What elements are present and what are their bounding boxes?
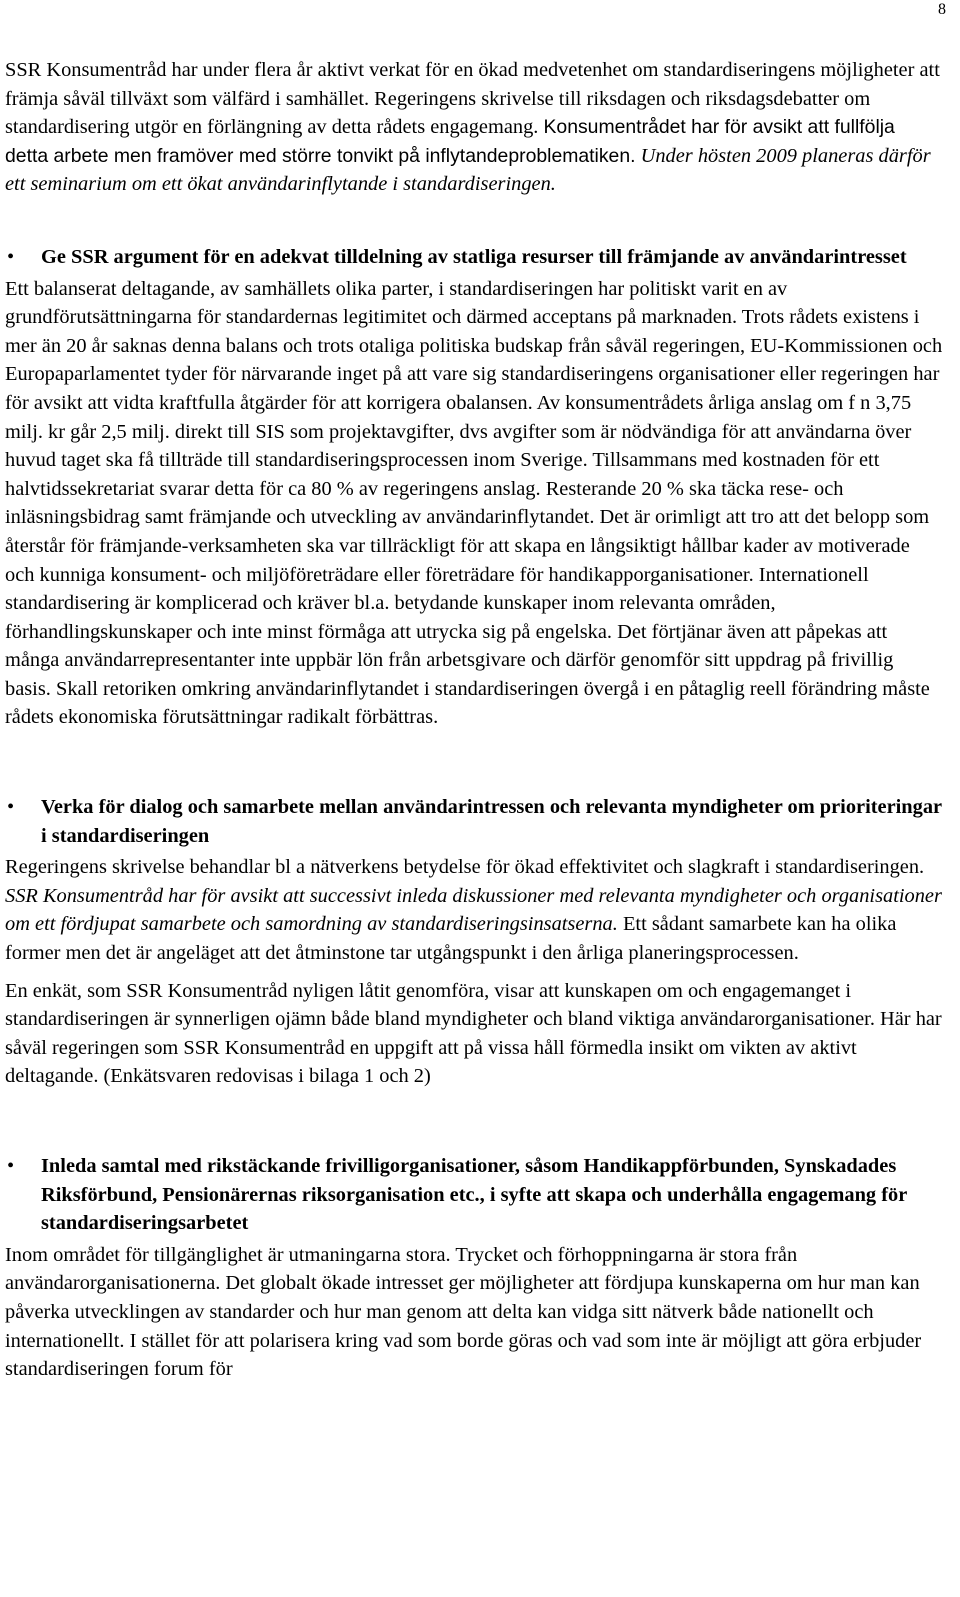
intro-text-serif: SSR Konsumentråd har under flera år aktivt verkat för en ökad medvetenhet om standardiseringens möjligheter att främja såväl tillväxt som välfärd i samhället. Regeringens skrivelse till riksdagen och riksdagsdebatter om standardisering utgör en förlängning av detta rådets engagemang. <box>5 59 940 139</box>
section-heading <box>5 1152 943 1238</box>
body-text-italic: SSR Konsumentråd har för avsikt att successivt inleda diskussioner med relevanta myndigheter och organisationer om ett fördjupat samarbete och samordning av standardiseringsinsatserna. <box>5 884 942 936</box>
bullet-icon: • <box>7 1155 15 1177</box>
section-heading <box>5 243 943 272</box>
section-body-survey: En enkät, som SSR Konsumentråd nyligen låtit genomföra, visar att kunskapen om och engagemanget i standardiseringen är synnerligen ojämn både bland myndigheter och bland viktiga användarorganisationer. Här har såväl regeringen som SSR Konsumentråd en uppgift att på vissa håll förmedla insikt om vikten av aktivt deltagande. (Enkätsvaren redovisas i bilaga 1 och 2) <box>5 979 942 1088</box>
section-heading <box>5 793 943 850</box>
heading-text: Inleda samtal med rikstäckande frivilligorganisationer, såsom Handikappförbunden, Synskadades Riksförbund, Pensionärernas riksorganisation etc., i syfte att skapa och underhålla engagemang för standardiseringsarbetet <box>41 1155 907 1235</box>
intro-text-sans: Konsumentrådet har för avsikt att fullfölja detta arbete men framöver med större tonvikt på inflytandeproblematiken. <box>5 116 895 167</box>
section-resources <box>5 243 943 732</box>
section-body: Ett balanserat deltagande, av samhällets olika parter, i standardiseringen har politiskt varit en av grundförutsättningarna för standardernas legitimitet och därmed acceptans på marknaden. Trots rådets existens i mer än 20 år saknas denna balans och trots otaliga politiska budskap från såväl regeringen, EU-Kommissionen och Europaparlamentet tyder för närvarande inget på att vare sig standardiseringens organisationer eller regeringen har för avsikt att vidta kraftfulla åtgärder för att korrigera obalansen. Av konsumentrådets årliga anslag om f n 3,75 milj. kr går 2,5 milj. direkt till SIS som projektavgifter, dvs avgifter som är nödvändiga för att användarna över huvud taget ska få tillträde till standardiseringsprocessen inom Sverige. Tillsammans med kostnaden för ett halvtidssekretariat svarar detta för ca 80 % av regeringens anslag. Resterande 20 % ska täcka rese- och inläsningsbidrag samt främjande och utveckling av användarinflytandet. Det är orimligt att tro att det belopp som återstår för främjande-verksamheten ska var tillräckligt för att skapa en långsiktigt hållbar kader av motiverade och kunniga konsument- och miljöföreträdare eller företrädare för handikapporganisationer. Internationell standardisering är komplicerad och kräver bl.a. betydande kunskaper inom relevanta områden, förhandlingskunskaper och inte minst förmåga att utrycka sig på engelska. Det förtjänar även att påpekas att många användarrepresentanter inte uppbär lön från arbetsgivare och därför genomför sitt uppdrag på frivillig basis. Skall retoriken omkring användarinflytandet i standardiseringen övergå i en påtaglig reell förändring måste rådets ekonomiska förutsättningar radikalt förbättras. <box>5 277 943 729</box>
document-page <box>5 56 943 1384</box>
bullet-icon: • <box>7 245 15 268</box>
section-body: Inom området för tillgänglighet är utmaningarna stora. Trycket och förhoppningarna är stora från användarorganisationerna. Det globalt ökade intresset ger möjligheter att fördjupa kunskaperna om hur man kan påverka utvecklingen av standarder och hur man genom att delta kan vidga sitt nätverk både nationellt och internationellt. I stället för att polarisera kring vad som borde göras och vad som inte är möjligt att göra erbjuder standardiseringen forum för <box>5 1243 922 1381</box>
body-text: Regeringens skrivelse behandlar bl a nätverkens betydelse för ökad effektivitet och slagkraft i standardiseringen. <box>5 856 925 879</box>
section-organisations <box>5 1152 943 1384</box>
heading-text: Verka för dialog och samarbete mellan användarintressen och relevanta myndigheter om prioriteringar i standardiseringen <box>41 796 942 847</box>
heading-text: Ge SSR argument för en adekvat tilldelning av statliga resurser till främjande av användarintresset <box>41 245 907 268</box>
body-text: Ett sådant samarbete kan ha olika former men det är angeläget att det åtminstone tar utgångspunkt i den årliga planeringsprocessen. <box>5 913 897 965</box>
section-dialogue <box>5 793 943 1091</box>
intro-paragraph <box>5 56 943 199</box>
intro-text-italic: Under hösten 2009 planeras därför ett seminarium om ett ökat användarinflytande i standardiseringen. <box>5 144 931 196</box>
page-number: 8 <box>938 1 946 18</box>
bullet-icon: • <box>7 796 15 819</box>
section-body <box>5 853 943 967</box>
